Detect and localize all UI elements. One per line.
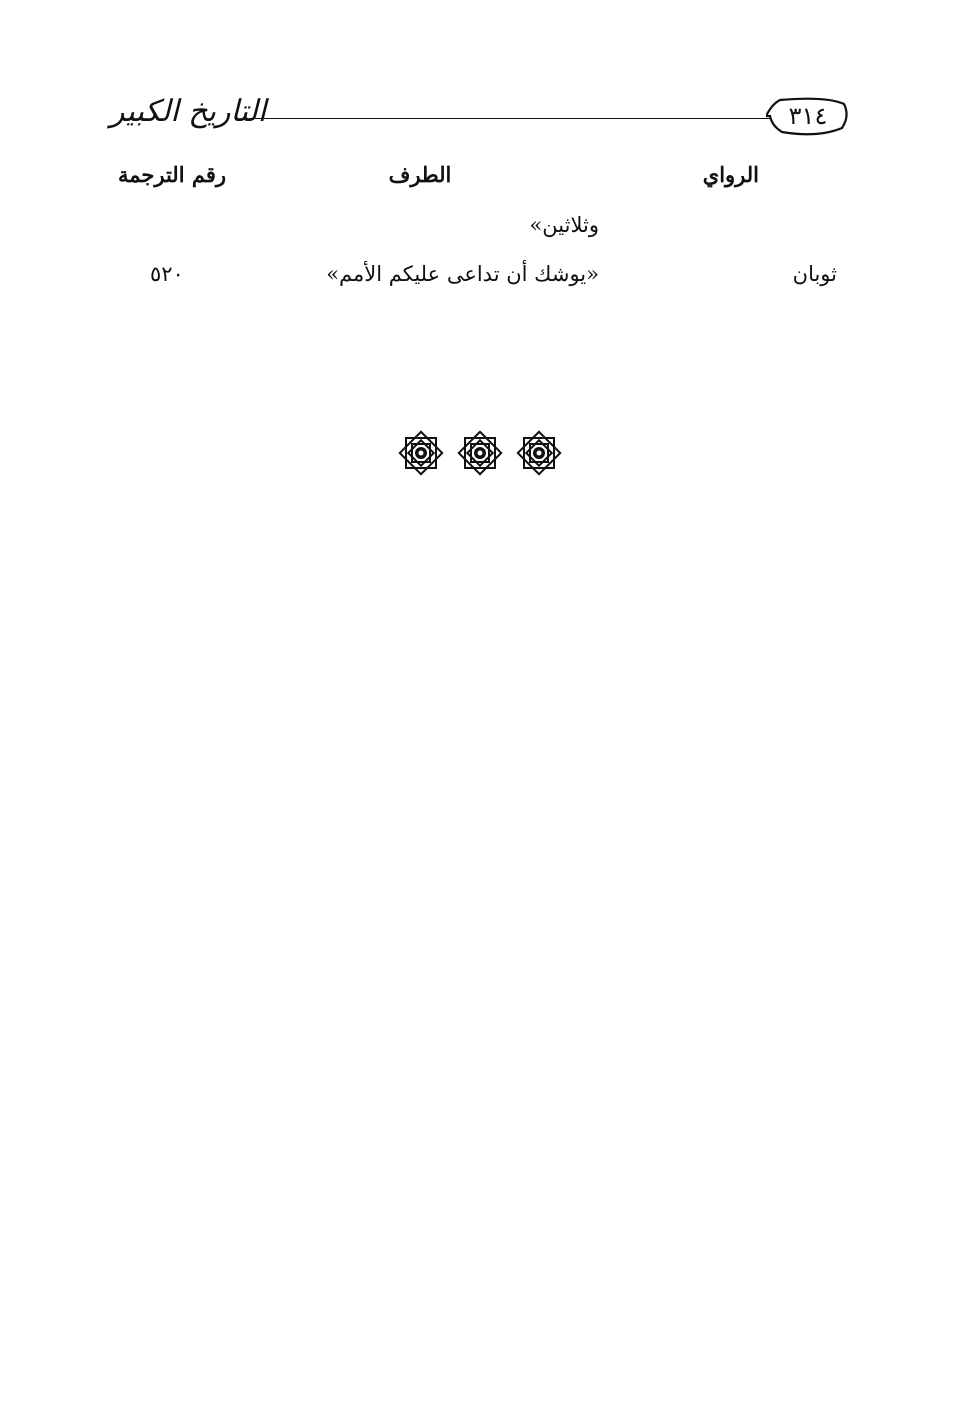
column-header-narrator: الرواي — [702, 162, 759, 187]
running-header — [110, 92, 850, 142]
eight-point-star-rosette-icon — [514, 428, 564, 478]
page-number-badge — [766, 94, 850, 138]
column-header-text: الطرف — [388, 162, 452, 187]
row-1-text: وثلاثين» — [529, 213, 599, 237]
column-header-entry-number: رقم الترجمة — [118, 162, 227, 187]
eight-point-star-rosette-icon — [455, 428, 505, 478]
header-rule — [250, 118, 770, 119]
page-number: ٣١٤ — [788, 102, 828, 130]
row-2-text: «يوشك أن تداعى عليكم الأمم» — [326, 262, 599, 286]
section-end-ornaments — [394, 428, 574, 482]
row-2-narrator: ثوبان — [792, 262, 837, 286]
book-title: التاريخ الكبير — [110, 94, 267, 129]
row-2-entry-number: ٥٢٠ — [150, 262, 184, 286]
eight-point-star-rosette-icon — [396, 428, 446, 478]
